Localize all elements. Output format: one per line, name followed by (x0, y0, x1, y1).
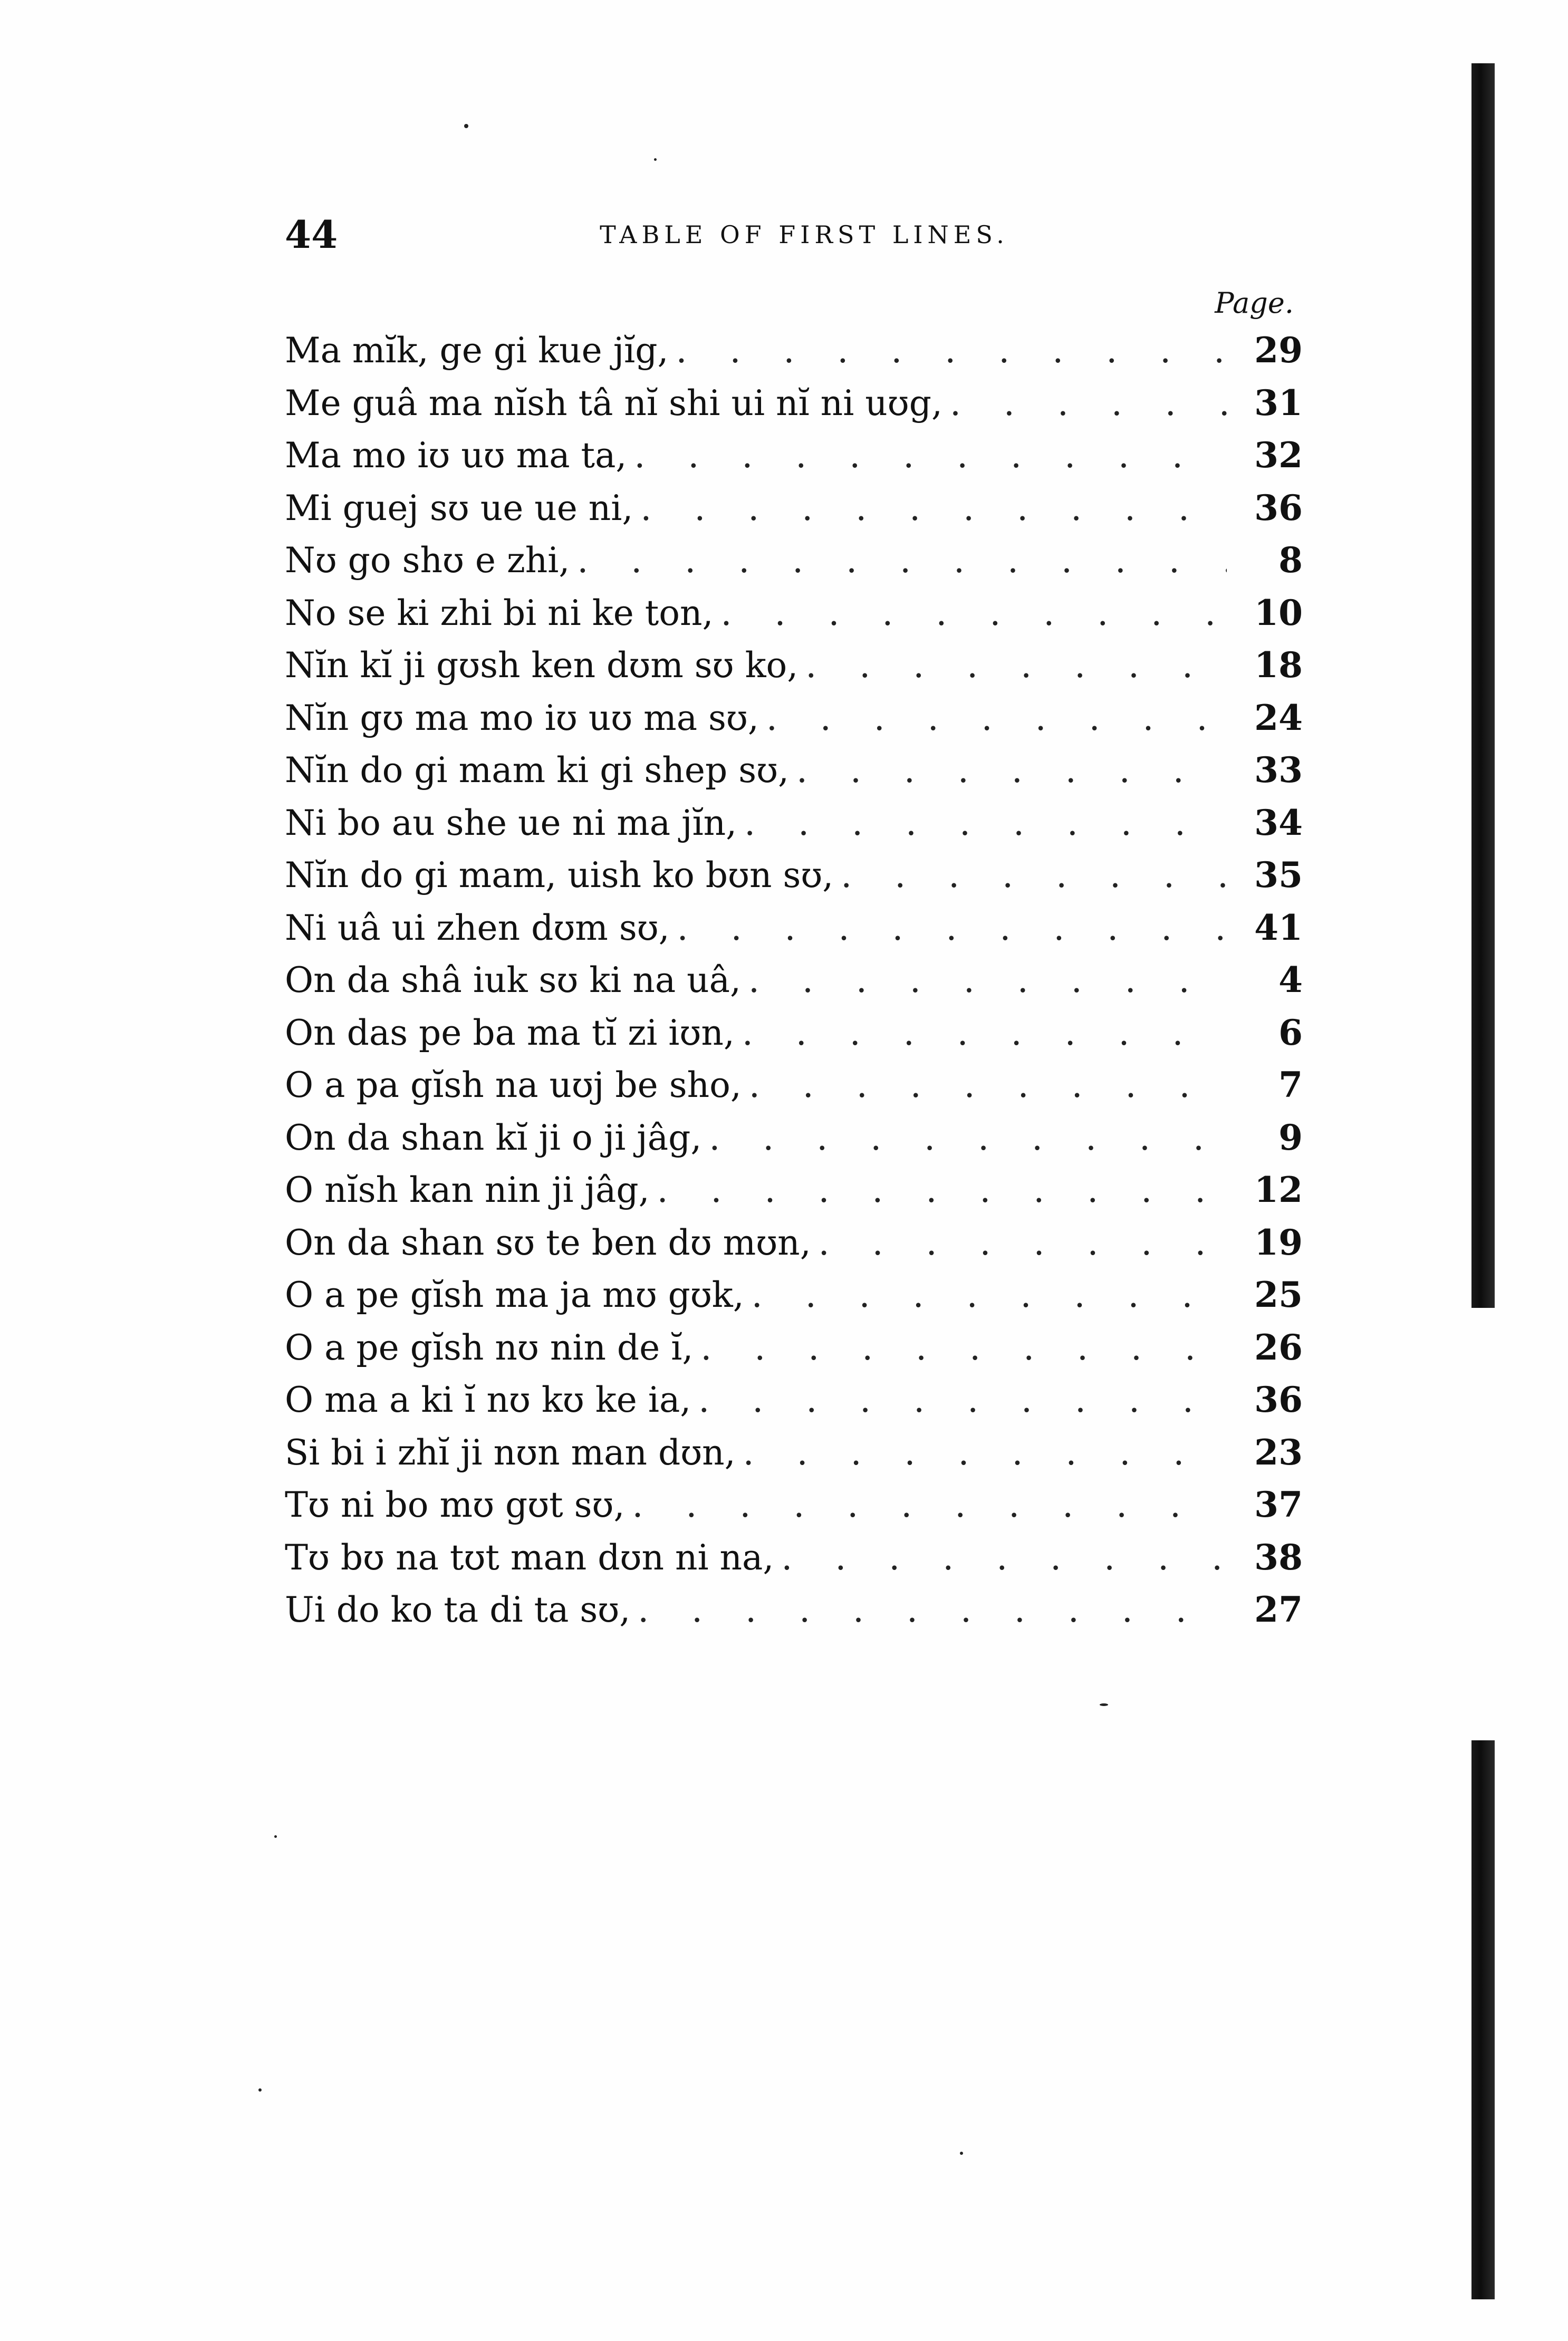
dot-leader (796, 744, 1227, 797)
toc-entry (285, 1269, 1303, 1322)
first-line-text: On da shâ iuk sʊ ki na uâ, (285, 960, 741, 1000)
toc-entry (285, 482, 1303, 535)
dot-leader (752, 1269, 1227, 1322)
first-line-text: Nʊ go shʊ e zhi, (285, 540, 570, 581)
page-reference: 32 (1254, 435, 1303, 476)
page-reference: 18 (1254, 644, 1303, 686)
dot-leader (632, 1479, 1227, 1531)
toc-entry (285, 1427, 1303, 1479)
running-title: TABLE OF FIRST LINES. (600, 220, 1009, 249)
toc-entry (285, 1112, 1303, 1164)
page-column-label: Page. (1215, 286, 1294, 320)
table-of-first-lines (285, 324, 1303, 1636)
dot-leader (819, 1217, 1227, 1269)
toc-entry (285, 692, 1303, 745)
toc-entry (285, 587, 1303, 640)
first-line-text: O a pa gĭsh na uʊj be sho, (285, 1065, 742, 1105)
page-reference: 31 (1254, 382, 1303, 423)
page-reference: 35 (1254, 854, 1303, 895)
first-line-text: Tʊ ni bo mʊ gʊt sʊ, (285, 1485, 625, 1525)
first-line-text: O ma a ki ĭ nʊ kʊ ke ia, (285, 1380, 691, 1420)
page-reference: 26 (1254, 1326, 1303, 1368)
dot-leader (781, 1531, 1227, 1584)
scan-speck (654, 158, 657, 161)
page-reference: 6 (1278, 1011, 1303, 1053)
dot-leader (640, 482, 1227, 535)
toc-entry (285, 324, 1303, 377)
first-line-text: On da shan sʊ te ben dʊ mʊn, (285, 1222, 811, 1263)
dot-leader (657, 1164, 1227, 1217)
toc-entry (285, 1164, 1303, 1217)
page-reference: 24 (1254, 697, 1303, 738)
dot-leader (709, 1112, 1227, 1164)
first-line-text: O a pe gĭsh nʊ nin de ĭ, (285, 1327, 694, 1368)
scan-speck (464, 124, 468, 128)
first-line-text: Ui do ko ta di ta sʊ, (285, 1589, 631, 1630)
page-number: 44 (285, 212, 338, 257)
dot-leader (805, 639, 1227, 692)
first-line-text: Ni bo au she ue ni ma jĭn, (285, 802, 737, 843)
page-reference: 34 (1254, 802, 1303, 843)
first-line-text: Ma mo iʊ uʊ ma ta, (285, 435, 627, 476)
toc-entry (285, 1531, 1303, 1584)
first-line-text: Ma mĭk, ge gi kue jĭg, (285, 330, 669, 371)
toc-entry (285, 954, 1303, 1007)
dot-leader (950, 377, 1227, 430)
dot-leader (748, 954, 1227, 1007)
page-reference: 37 (1254, 1484, 1303, 1525)
first-line-text: Tʊ bʊ na tʊt man dʊn ni na, (285, 1537, 774, 1578)
dot-leader (743, 1427, 1227, 1479)
dot-leader (638, 1584, 1227, 1636)
page-reference: 12 (1254, 1169, 1303, 1210)
first-line-text: On da shan kĭ ji o ji jâg, (285, 1117, 702, 1158)
dot-leader (841, 849, 1227, 902)
dot-leader (744, 797, 1227, 850)
page-reference: 41 (1254, 907, 1303, 948)
page-reference: 25 (1254, 1274, 1303, 1315)
toc-entry (285, 429, 1303, 482)
page-reference: 23 (1254, 1431, 1303, 1473)
scan-speck (1100, 1703, 1108, 1706)
toc-entry (285, 744, 1303, 797)
toc-entry (285, 1007, 1303, 1059)
dot-leader (634, 429, 1227, 482)
first-line-text: Mi guej sʊ ue ue ni, (285, 487, 633, 528)
dot-leader (677, 902, 1227, 955)
toc-entry (285, 1479, 1303, 1531)
toc-entry (285, 1322, 1303, 1374)
dot-leader (676, 324, 1227, 377)
toc-entry (285, 849, 1303, 902)
scan-speck (274, 1835, 277, 1838)
first-line-text: O a pe gĭsh ma ja mʊ gʊk, (285, 1275, 744, 1315)
first-line-text: Si bi i zhĭ ji nʊn man dʊn, (285, 1432, 736, 1473)
toc-entry (285, 377, 1303, 430)
first-line-text: Ni uâ ui zhen dʊm sʊ, (285, 907, 670, 948)
page-header (285, 206, 1303, 264)
dot-leader (698, 1374, 1227, 1427)
first-line-text: On das pe ba ma tĭ zi iʊn, (285, 1012, 735, 1053)
first-line-text: Nĭn gʊ ma mo iʊ uʊ ma sʊ, (285, 697, 759, 738)
page-reference: 7 (1278, 1064, 1303, 1105)
toc-entry (285, 1059, 1303, 1112)
first-line-text: O nĭsh kan nin ji jâg, (285, 1170, 650, 1210)
dot-leader (766, 692, 1227, 745)
binding-edge-shadow (1471, 63, 1495, 2299)
page-reference: 27 (1254, 1589, 1303, 1630)
toc-entry (285, 1217, 1303, 1269)
dot-leader (721, 587, 1227, 640)
toc-entry (285, 639, 1303, 692)
first-line-text: Nĭn kĭ ji gʊsh ken dʊm sʊ ko, (285, 645, 799, 686)
toc-entry (285, 534, 1303, 587)
first-line-text: No se ki zhi bi ni ke ton, (285, 592, 714, 633)
scan-speck (258, 2088, 262, 2092)
dot-leader (742, 1007, 1227, 1059)
page-reference: 36 (1254, 487, 1303, 528)
page-reference: 9 (1278, 1116, 1303, 1158)
dot-leader (700, 1322, 1227, 1374)
toc-entry (285, 797, 1303, 850)
toc-entry (285, 902, 1303, 955)
first-line-text: Nĭn do gi mam ki gi shep sʊ, (285, 750, 790, 791)
first-line-text: Nĭn do gi mam, uish ko bʊn sʊ, (285, 855, 834, 895)
toc-entry (285, 1374, 1303, 1427)
page-reference: 29 (1254, 330, 1303, 371)
page-reference: 10 (1254, 592, 1303, 633)
first-line-text: Me guâ ma nĭsh tâ nĭ shi ui nĭ ni uʊg, (285, 382, 942, 423)
page-reference: 4 (1278, 959, 1303, 1000)
dot-leader (749, 1059, 1227, 1112)
page-reference: 33 (1254, 749, 1303, 791)
binding-edge-gap (1466, 1308, 1498, 1740)
dot-leader (577, 534, 1227, 587)
scan-speck (960, 2152, 963, 2155)
page-reference: 8 (1278, 540, 1303, 581)
toc-entry (285, 1584, 1303, 1636)
page-reference: 36 (1254, 1379, 1303, 1420)
page-reference: 38 (1254, 1536, 1303, 1578)
page-reference: 19 (1254, 1221, 1303, 1263)
